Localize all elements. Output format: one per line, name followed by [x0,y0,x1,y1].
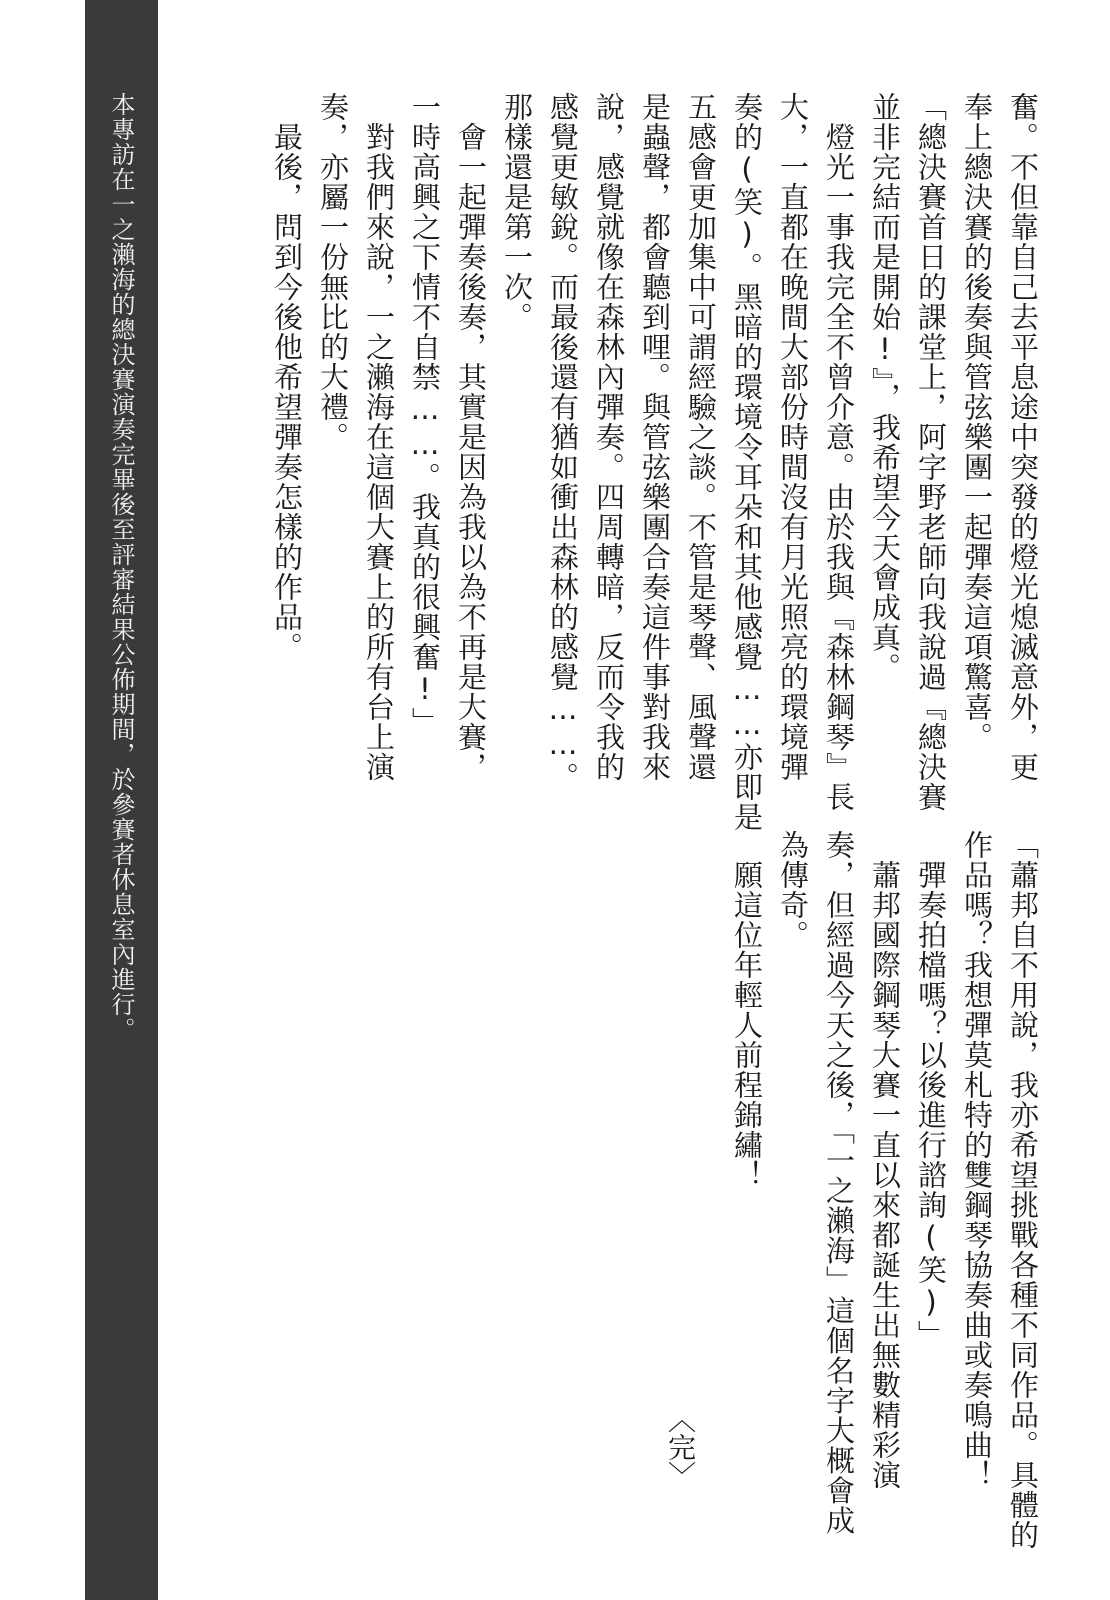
text-line: 奏，亦屬一份無比的大禮。 [316,92,350,452]
text-line: 五感會更加集中可謂經驗之談。不管是琴聲、風聲還 [684,92,718,782]
text-line: 最後，問到今後他希望彈奏怎樣的作品。 [270,92,304,662]
text-line: 奮。不但靠自己去平息途中突發的燈光熄滅意外，更 [1006,92,1040,782]
text-line: 為傳奇。 [776,830,810,950]
interview-caption: 本專訪在一之瀨海的總決賽演奏完畢後至評審結果公佈期間，於參賽者休息室內進行。 [107,92,135,1042]
text-line: 願這位年輕人前程錦繡！ [730,830,764,1190]
end-mark: 〈完〉 [664,1405,697,1489]
text-line: 奉上總決賽的後奏與管弦樂團一起彈奏這項驚喜。 [960,92,994,752]
text-line: 對我們來說，一之瀨海在這個大賽上的所有台上演 [362,92,396,782]
text-line: 「蕭邦自不用說，我亦希望挑戰各種不同作品。具體的 [1006,830,1040,1550]
text-line: 作品嗎？我想彈莫札特的雙鋼琴協奏曲或奏鳴曲！ [960,830,994,1490]
text-line: 「總決賽首日的課堂上，阿字野老師向我說過『總決賽 [914,92,948,812]
text-line: 奏，但經過今天之後，「一之瀨海」這個名字大概會成 [822,830,856,1536]
text-line: 說，感覺就像在森林內彈奏。四周轉暗，反而令我的 [592,92,626,782]
text-line: 大，一直都在晚間大部份時間沒有月光照亮的環境彈 [776,92,810,782]
text-line: 是蟲聲，都會聽到哩。與管弦樂團合奏這件事對我來 [638,92,672,782]
text-line: 那樣還是第一次。 [500,92,534,332]
text-line: 蕭邦國際鋼琴大賽一直以來都誕生出無數精彩演 [868,830,902,1490]
text-line: 燈光一事我完全不曾介意。由於我與『森林鋼琴』長 [822,92,856,812]
upper-text-block [264,92,1046,832]
text-line: 感覺更敏銳。而最後還有猶如衝出森林的感覺……。 [546,92,580,792]
text-line: 彈奏拍檔嗎？以後進行諮詢(笑)」 [914,830,948,1350]
text-line: 奏的(笑)。黑暗的環境令耳朵和其他感覺……亦即是 [730,92,764,832]
text-line: 一時高興之下情不自禁……。我真的很興奮!」 [408,92,442,737]
lower-text-block [724,830,1046,1550]
text-line: 會一起彈奏後奏，其實是因為我以為不再是大賽， [454,92,488,782]
text-line: 並非完結而是開始!』，我希望今天會成真。 [868,92,902,683]
